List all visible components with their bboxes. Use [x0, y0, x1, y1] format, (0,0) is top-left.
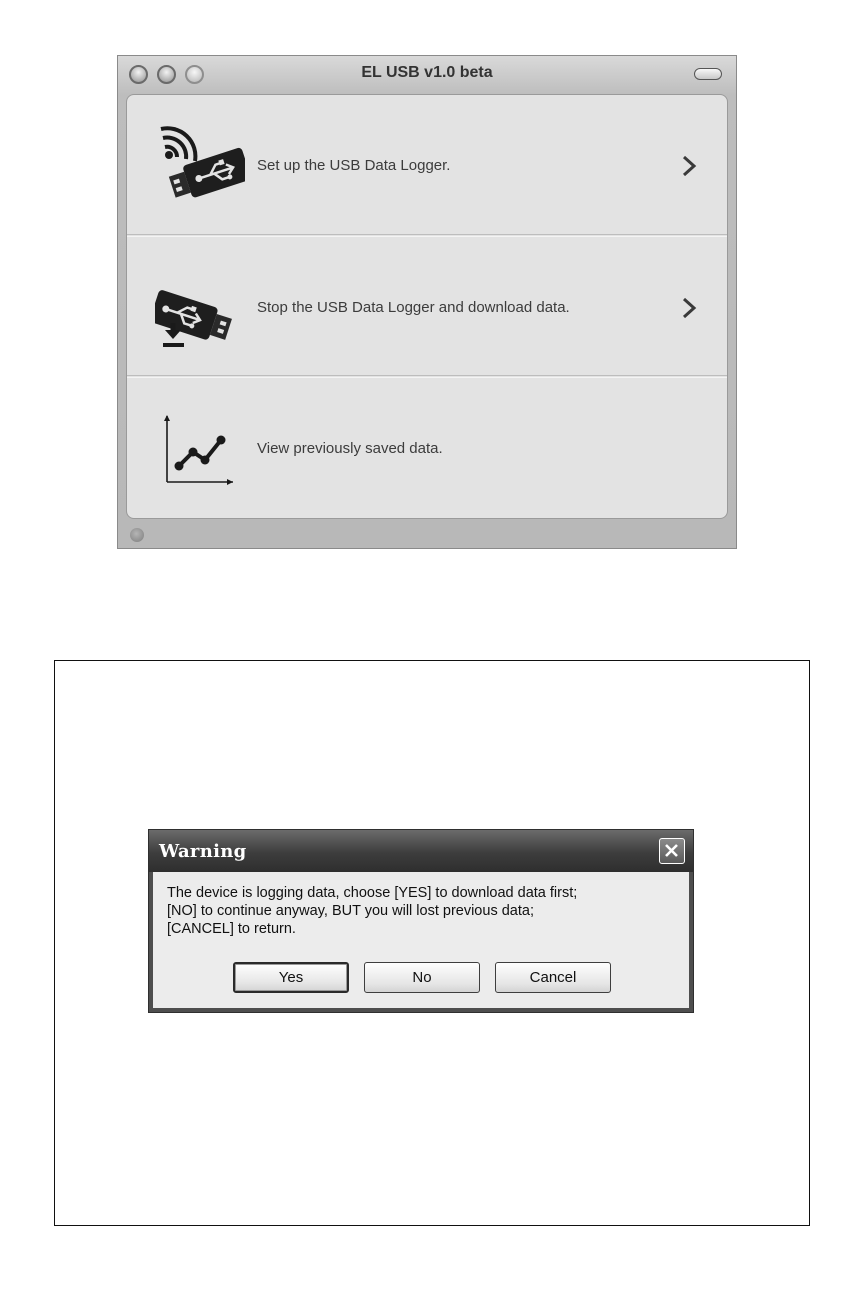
- dialog-close-button[interactable]: [659, 838, 685, 864]
- app-title: EL USB v1.0 beta: [361, 64, 493, 81]
- option-view-saved[interactable]: [127, 377, 727, 519]
- no-button[interactable]: No: [364, 962, 480, 993]
- option-stop-label: Stop the USB Data Logger and download data.: [257, 299, 570, 316]
- close-icon: [660, 839, 683, 862]
- option-stop-and-download[interactable]: [127, 236, 727, 376]
- line-chart-icon: [155, 408, 245, 492]
- yes-button[interactable]: Yes: [233, 962, 349, 993]
- option-view-label: View previously saved data.: [257, 440, 443, 457]
- warning-dialog: [148, 829, 694, 1013]
- dialog-body: [153, 872, 689, 1008]
- message-line: The device is logging data, choose [YES] to download data first;: [167, 885, 578, 901]
- dialog-titlebar: [149, 830, 693, 872]
- chevron-right-icon: [681, 297, 697, 319]
- app-window: [117, 55, 737, 549]
- dialog-title: Warning: [159, 841, 247, 862]
- app-titlebar: [118, 56, 736, 92]
- usb-download-icon: [155, 267, 245, 351]
- status-indicator: [130, 528, 144, 542]
- usb-wireless-icon: [155, 125, 245, 209]
- toolbar-toggle-button[interactable]: [694, 68, 722, 80]
- option-setup-logger[interactable]: [127, 95, 727, 235]
- option-setup-label: Set up the USB Data Logger.: [257, 157, 451, 174]
- chevron-right-icon: [681, 155, 697, 177]
- options-panel: [126, 94, 728, 519]
- cancel-button[interactable]: Cancel: [495, 962, 611, 993]
- message-line: [CANCEL] to return.: [167, 921, 296, 937]
- screenshot-frame: [54, 660, 810, 1226]
- message-line: [NO] to continue anyway, BUT you will lost previous data;: [167, 903, 534, 919]
- dialog-message: [167, 884, 687, 938]
